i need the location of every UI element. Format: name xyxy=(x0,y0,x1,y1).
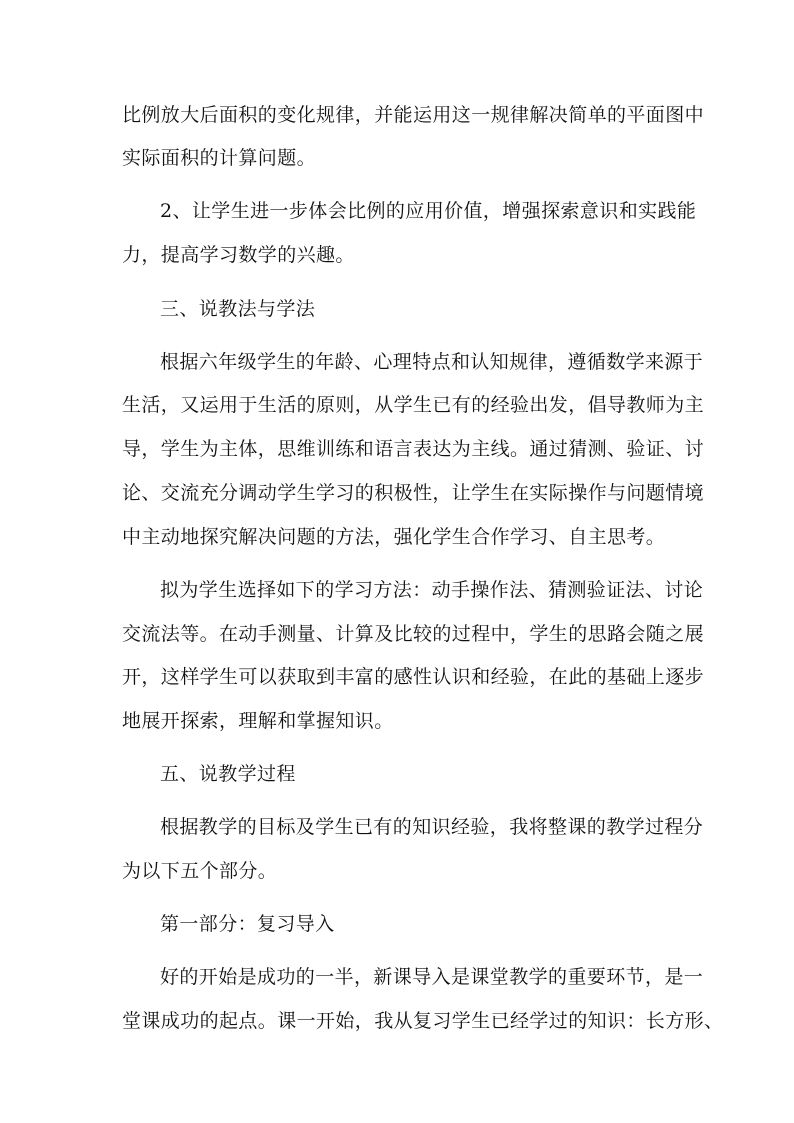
text-line: 根据六年级学生的年龄、心理特点和认知规律，遵循数学来源于 xyxy=(160,351,704,373)
text-line: 比例放大后面积的变化规律，并能运用这一规律解决简单的平面图中 xyxy=(122,104,705,126)
text-line: 力，提高学习数学的兴趣。 xyxy=(122,244,355,266)
text-line: 交流法等。在动手测量、计算及比较的过程中，学生的思路会随之展 xyxy=(122,623,705,645)
text-line: 2、让学生进一步体会比例的应用价值，增强探索意识和实践能 xyxy=(160,200,697,222)
text-line: 实际面积的计算问题。 xyxy=(122,147,317,169)
text-line: 中主动地探究解决问题的方法，强化学生合作学习、自主思考。 xyxy=(122,526,666,548)
subsection-heading: 第一部分：复习导入 xyxy=(160,913,335,935)
section-heading: 五、说教学过程 xyxy=(160,763,296,785)
text-line: 论、交流充分调动学生学习的积极性，让学生在实际操作与问题情境 xyxy=(122,482,705,504)
text-line: 为以下五个部分。 xyxy=(122,860,278,882)
text-line: 生活，又运用于生活的原则，从学生已有的经验出发，倡导教师为主 xyxy=(122,394,705,416)
text-line: 导，学生为主体，思维训练和语言表达为主线。通过猜测、验证、讨 xyxy=(122,438,705,460)
text-line: 拟为学生选择如下的学习方法：动手操作法、猜测验证法、讨论 xyxy=(160,579,704,601)
text-line: 开，这样学生可以获取到丰富的感性认识和经验，在此的基础上逐步 xyxy=(122,666,705,688)
text-line: 堂课成功的起点。课一开始，我从复习学生已经学过的知识：长方形、 xyxy=(122,1010,724,1032)
text-line: 地展开探索，理解和掌握知识。 xyxy=(122,710,394,732)
text-line: 根据教学的目标及学生已有的知识经验，我将整课的教学过程分 xyxy=(160,816,704,838)
section-heading: 三、说教法与学法 xyxy=(160,298,316,320)
text-line: 好的开始是成功的一半，新课导入是课堂教学的重要环节，是一 xyxy=(160,966,704,988)
